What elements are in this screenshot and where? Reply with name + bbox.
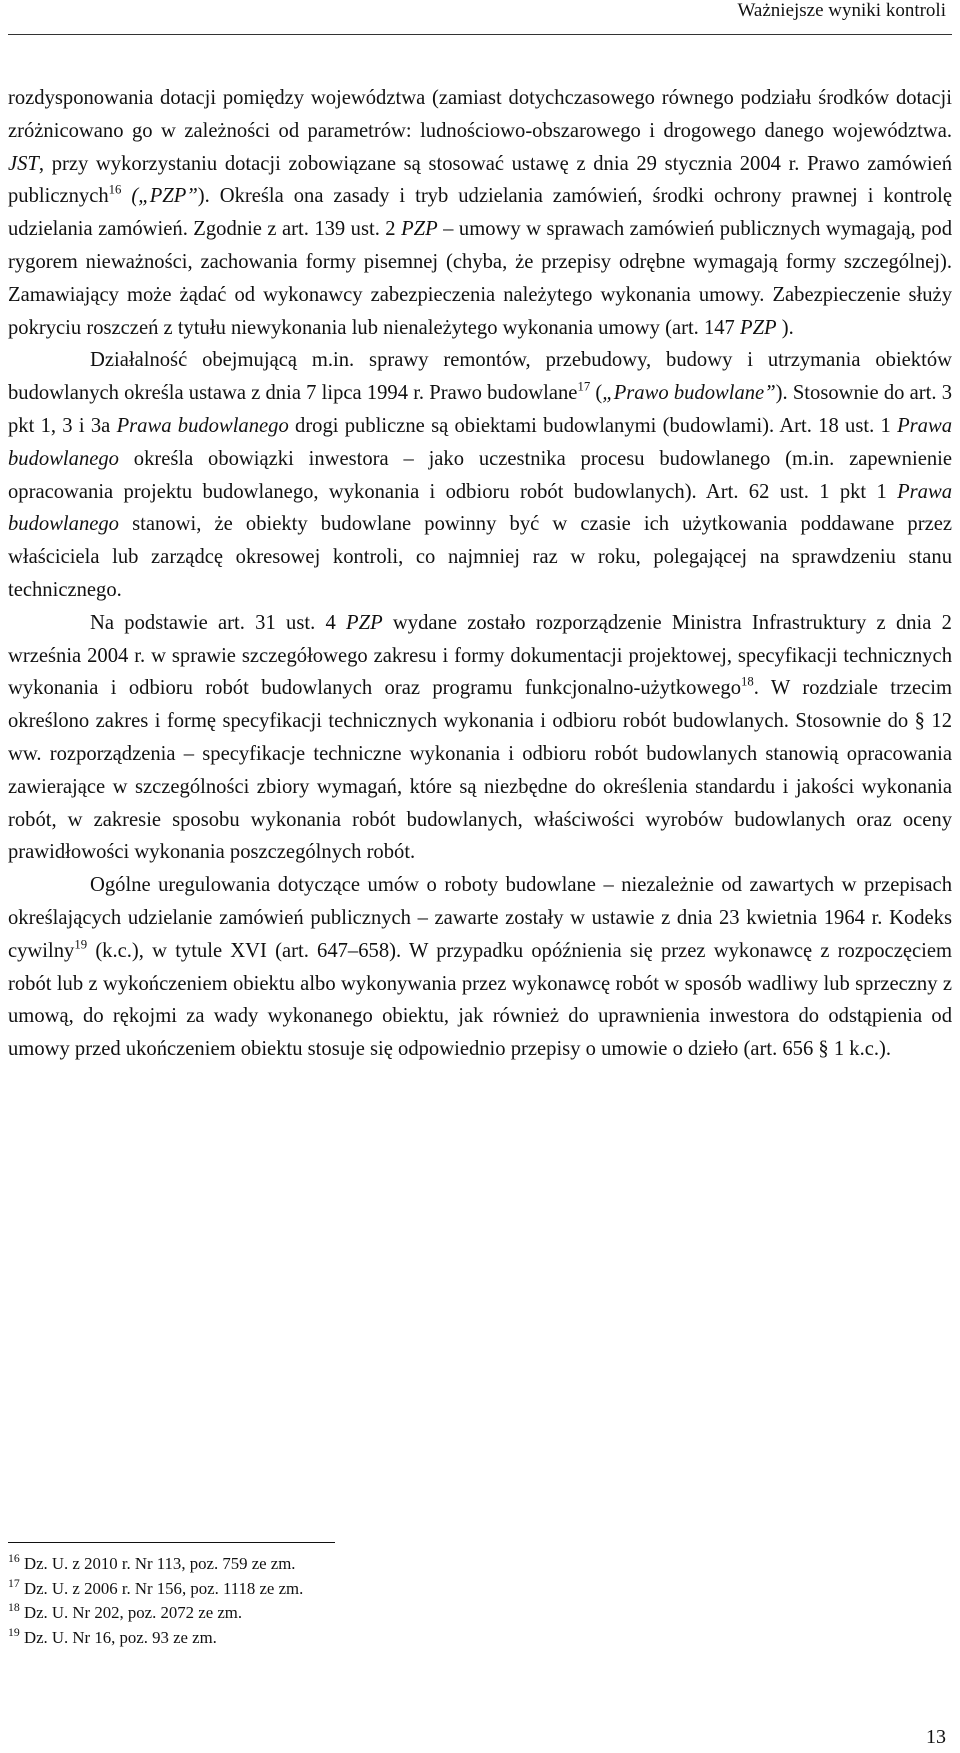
header-rule [8, 34, 952, 35]
text-run: – umowy w sprawach zamówień publicznych wymagają, pod rygorem nieważności, zachowania formy pisemnej (chyba, że przepisy odrębne wymagają formy szczególnej). Zamawiający może żądać od wykonawcy zabezpieczenia należytego wykonania umowy. Zabezpieczenie służy pokryciu roszczeń z tytułu niewykonania lub nienależytego wykonania umowy (art. 147 [8, 218, 952, 339]
text-run: stanowi, że obiekty budowlane powinny być w czasie ich użytkowania poddawane przez właściciela lub zarządcę okresowej kontroli, co najmniej raz w roku, polegającej na sprawdzeniu stanu technicznego. [8, 513, 952, 601]
footnote-text: Dz. U. z 2010 r. Nr 113, poz. 759 ze zm. [23, 1554, 296, 1573]
footnote-number: 17 [8, 1576, 20, 1590]
footnote-text: Dz. U. Nr 16, poz. 93 ze zm. [23, 1627, 217, 1647]
page-number: 13 [926, 1726, 946, 1748]
footnote [8, 1577, 948, 1602]
text-run: ( [121, 185, 139, 208]
text-run: PZP [346, 611, 383, 634]
text-run: „PZP” [138, 185, 198, 208]
footnote-ref: 18 [741, 675, 754, 690]
text-run: rozdysponowania dotacji pomiędzy województwa (zamiast dotychczasowego równego podziału środków dotacji zróżnicowano go w zależności od parametrów: ludnościowo-obszarowego i drogowego danego województwa. [8, 87, 952, 142]
text-run: drogi publiczne są obiektami budowlanymi (budowlami). Art. 18 ust. 1 [288, 414, 898, 437]
footnote [8, 1552, 948, 1577]
text-run: Na podstawie art. 31 ust. 4 [90, 611, 347, 634]
text-run: Działalność obejmującą m.in. sprawy remontów, przebudowy, budowy i utrzymania obiektów budowlanych określa ustawa z dnia 7 lipca 1994 r. Prawo budowlane [8, 349, 952, 405]
footnote-text: Dz. U. z 2006 r. Nr 156, poz. 1118 ze zm. [23, 1578, 304, 1598]
footnote-number: 16 [8, 1551, 20, 1565]
footnote-number: 19 [8, 1625, 20, 1639]
text-run: Prawa budowlanego [8, 480, 952, 536]
text-run: PZP [401, 218, 438, 241]
text-run: ( [590, 382, 603, 405]
paragraph [8, 344, 952, 606]
text-run: (k.c.), w tytule XVI (art. 647–658). W przypadku opóźnienia się przez wykonawcę z rozpoczęciem robót lub z wykończeniem obiektu albo wykonywania przez wykonawcę robót w sposób wadliwy lub sprzeczny z umową, do rękojmi za wady wykonanego obiektu, jak również do uprawnienia inwestora do odstąpienia od umowy przed ukończeniem obiektu stosuje się odpowiednio przepisy o umowie o dzieło (art. 656 § 1 k.c.). [8, 939, 952, 1061]
text-run: Prawa budowlanego [116, 414, 289, 437]
paragraph [8, 82, 952, 344]
text-run: „Prawo budowlane” [602, 382, 776, 405]
text-run: Prawa budowlanego [8, 414, 953, 470]
text-run: JST [8, 152, 39, 175]
paragraph [8, 869, 952, 1066]
footnote-ref: 19 [74, 937, 88, 952]
text-run: PZP [740, 316, 777, 339]
body-text [8, 82, 952, 1066]
text-run: , przy wykorzystaniu dotacji zobowiązane są stosować ustawę z dnia 29 stycznia 2004 r. Prawo zamówień publicznych [8, 152, 952, 208]
text-run: Ogólne uregulowania dotyczące umów o roboty budowlane – niezależnie od zawartych w przepisach określających udzielanie zamówień publicznych – zawarte zostały w ustawie z dnia 23 kwietnia 1964 r. Kodeks cywilny [8, 874, 952, 962]
footnote-ref: 17 [577, 379, 591, 394]
text-run: wydane zostało rozporządzenie Ministra Infrastruktury z dnia 2 września 2004 r. w sprawie szczegółowego zakresu i formy dokumentacji projektowej, specyfikacji technicznych wykonania i odbioru robót budowlanych oraz programu funkcjonalno-użytkowego [8, 611, 952, 700]
text-run: ). [776, 316, 794, 339]
text-run: określa obowiązki inwestora – jako uczestnika procesu budowlanego (m.in. zapewnienie opracowania projektu budowlanego, wykonania i odbioru robót budowlanych). Art. 62 ust. 1 pkt 1 [8, 447, 952, 503]
footnotes [8, 1552, 948, 1650]
paragraph [8, 607, 952, 869]
running-header: Ważniejsze wyniki kontroli [737, 0, 946, 21]
text-run: . W rozdziale trzecim określono zakres i formę specyfikacji technicznych wykonania i odbioru robót budowlanych. Stosownie do § 12 ww. rozporządzenia – specyfikacje techniczne wykonania i odbioru robót budowlanych stanowią opracowania zawierające w szczególności zbiory wymagań, które są niezbędne do określenia standardu i jakości wykonania robót, w zakresie sposobu wykonania robót budowlanych, właściwości wyrobów budowlanych oraz oceny prawidłowości wykonania poszczególnych robót. [8, 677, 952, 864]
footnote [8, 1601, 948, 1626]
text-run: ). Określa ona zasady i tryb udzielania zamówień, środki ochrony prawnej i kontrolę udzielania zamówień. Zgodnie z art. 139 ust. 2 [8, 185, 953, 241]
footnote-text: Dz. U. Nr 202, poz. 2072 ze zm. [23, 1603, 243, 1622]
footnote-number: 18 [8, 1600, 20, 1614]
text-run: ). Stosownie do art. 3 pkt 1, 3 i 3a [8, 382, 952, 437]
footnote [8, 1626, 948, 1651]
footnote-separator [8, 1542, 335, 1543]
footnote-ref: 16 [108, 183, 122, 198]
